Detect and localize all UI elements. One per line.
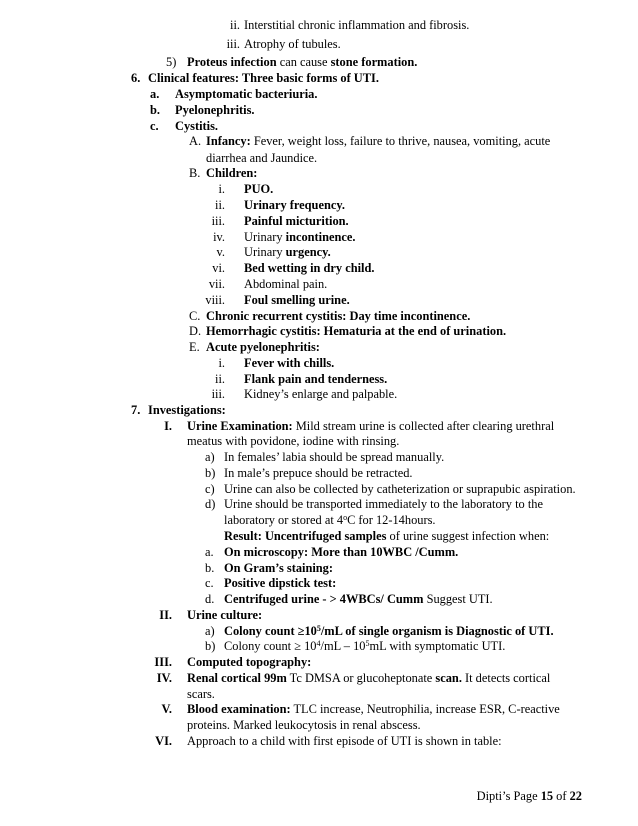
text-run: On microscopy: More than 10WBC /Cumm. (224, 545, 459, 559)
text-line (224, 576, 336, 592)
text-run: In females’ labia should be spread manually. (224, 450, 445, 464)
text-line (224, 497, 543, 513)
text-run: urgency. (285, 245, 331, 259)
text-run: Atrophy of tubules. (244, 37, 341, 51)
list-marker: c) (205, 482, 215, 496)
list-marker: 5) (166, 55, 177, 69)
list-marker: ii. (230, 18, 240, 32)
text-line (187, 55, 417, 71)
text-run: o (343, 513, 348, 522)
text-run: 15 (540, 789, 554, 803)
list-marker: b. (150, 103, 160, 117)
list-marker: c. (150, 119, 159, 133)
text-run: can cause (276, 55, 331, 69)
text-run: scan. (435, 671, 462, 685)
text-run: Flank pain and tenderness. (244, 372, 388, 386)
text-run: Blood examination: (187, 702, 291, 716)
text-line (187, 419, 554, 435)
text-line (244, 372, 387, 388)
text-run: Urinary frequency. (244, 198, 345, 212)
text-run: Clinical features: Three basic forms of UTI. (148, 71, 379, 85)
text-run: Urine should be transported immediately to the laboratory to the (224, 497, 543, 511)
list-marker: V. (161, 702, 172, 716)
text-run: Chronic recurrent cystitis: Day time incontinence. (206, 309, 471, 323)
text-line (187, 702, 560, 718)
list-marker: IV. (156, 671, 172, 685)
list-marker: B. (189, 166, 201, 180)
list-marker: ii. (215, 372, 225, 386)
text-run: scars. (187, 687, 215, 701)
text-line (224, 545, 458, 561)
text-line (206, 309, 470, 325)
text-run: Tc DMSA or glucoheptonate (286, 671, 436, 685)
list-marker: v. (216, 245, 225, 259)
list-marker: I. (164, 419, 172, 433)
list-marker: E. (189, 340, 200, 354)
text-line (224, 450, 444, 466)
text-run: Infancy: (206, 134, 251, 148)
text-line (244, 356, 334, 372)
text-run: Painful micturition. (244, 214, 349, 228)
text-line (224, 466, 413, 482)
text-line (187, 671, 550, 687)
text-run: Colony count ≥10 (224, 624, 317, 638)
text-line (187, 608, 262, 624)
text-line (206, 324, 506, 340)
list-marker: iii. (226, 37, 240, 51)
text-run: Hemorrhagic cystitis: Hematuria at the end of urination. (206, 324, 507, 338)
text-run: laboratory or stored at 4 (224, 513, 344, 527)
list-marker: i. (218, 182, 225, 196)
text-run: 5 (316, 624, 321, 633)
text-run: meatus with povidone, iodine with rinsing. (187, 434, 400, 448)
text-run: Suggest UTI. (423, 592, 493, 606)
text-line (244, 214, 349, 230)
list-marker: a. (150, 87, 160, 101)
text-run: of (553, 789, 570, 803)
list-marker: iv. (213, 230, 225, 244)
text-line (187, 434, 399, 450)
text-run: Investigations: (148, 403, 226, 417)
list-marker: vii. (208, 277, 225, 291)
text-run: of urine suggest infection when: (386, 529, 550, 543)
text-run: Interstitial chronic inflammation and fibrosis. (244, 18, 470, 32)
text-run: Urine Examination: (187, 419, 293, 433)
list-marker: d. (205, 592, 215, 606)
text-run: Kidney’s enlarge and palpable. (244, 387, 398, 401)
text-line (244, 198, 345, 214)
text-line (206, 134, 550, 150)
text-line (224, 624, 554, 640)
list-marker: 7. (131, 403, 141, 417)
text-line (244, 182, 273, 198)
text-line (187, 687, 215, 703)
list-marker: iii. (211, 214, 225, 228)
text-line (148, 71, 379, 87)
list-marker: b) (205, 639, 216, 653)
list-marker: b) (205, 466, 216, 480)
text-line (175, 87, 317, 103)
list-marker: D. (189, 324, 202, 338)
text-line (244, 37, 341, 53)
text-run: Urine culture: (187, 608, 263, 622)
text-run: diarrhea and Jaundice. (206, 151, 318, 165)
text-run: Fever with chills. (244, 356, 335, 370)
text-line (244, 18, 469, 34)
text-line (206, 166, 257, 182)
text-run: Colony count ≥ 10 (224, 639, 317, 653)
text-line (244, 277, 327, 293)
text-line (224, 561, 333, 577)
text-run: Dipti’s Page (476, 789, 541, 803)
text-run: Bed wetting in dry child. (244, 261, 375, 275)
text-run: Renal cortical 99m (187, 671, 287, 685)
text-run: PUO. (244, 182, 274, 196)
text-run: Asymptomatic bacteriuria. (175, 87, 318, 101)
list-marker: 6. (131, 71, 141, 85)
text-line (244, 293, 350, 309)
text-run: 5 (365, 639, 370, 648)
list-marker: i. (218, 356, 225, 370)
list-marker: b. (205, 561, 215, 575)
text-line (224, 482, 576, 498)
text-run: In male’s prepuce should be retracted. (224, 466, 413, 480)
list-marker: iii. (211, 387, 225, 401)
text-line (187, 655, 311, 671)
text-run: Pyelonephritis. (175, 103, 255, 117)
text-line (244, 261, 374, 277)
list-marker: viii. (205, 293, 225, 307)
text-line (148, 403, 226, 419)
list-marker: vi. (212, 261, 225, 275)
text-line (244, 245, 331, 261)
text-run: Computed topography: (187, 655, 312, 669)
text-run: Urine can also be collected by catheterization or suprapubic aspiration. (224, 482, 576, 496)
text-line (206, 340, 320, 356)
list-marker: III. (154, 655, 172, 669)
text-line (175, 119, 218, 135)
text-run: Positive dipstick test: (224, 576, 337, 590)
text-line (187, 734, 502, 750)
text-line (224, 592, 493, 608)
text-run: C for 12-14hours. (347, 513, 436, 527)
text-run: TLC increase, Neutrophilia, increase ESR, C-reactive (290, 702, 560, 716)
text-run: /mL of single organism is Diagnostic of UTI. (320, 624, 554, 638)
list-marker: ii. (215, 198, 225, 212)
text-run: On Gram’s staining: (224, 561, 333, 575)
text-line (224, 513, 436, 529)
text-run: Mild stream urine is collected after clearing urethral (292, 419, 555, 433)
list-marker: a. (205, 545, 214, 559)
text-run: Proteus infection (187, 55, 277, 69)
text-run: 4 (316, 639, 321, 648)
text-run: Abdominal pain. (244, 277, 328, 291)
text-run: /mL – 10 (320, 639, 366, 653)
list-marker: II. (159, 608, 172, 622)
page-footer (477, 789, 582, 805)
list-marker: C. (189, 309, 201, 323)
text-run: Fever, weight loss, failure to thrive, nausea, vomiting, acute (250, 134, 551, 148)
text-run: Urinary (244, 245, 286, 259)
text-run: Cystitis. (175, 119, 219, 133)
text-line (187, 718, 421, 734)
list-marker: VI. (155, 734, 172, 748)
text-line (244, 230, 356, 246)
text-line (175, 103, 255, 119)
list-marker: A. (189, 134, 202, 148)
text-run: Foul smelling urine. (244, 293, 350, 307)
text-line (224, 529, 549, 545)
text-run: Approach to a child with first episode of UTI is shown in table: (187, 734, 502, 748)
text-run: stone formation. (330, 55, 418, 69)
text-run: Result: Uncentrifuged samples (224, 529, 387, 543)
text-run: Children: (206, 166, 258, 180)
list-marker: c. (205, 576, 214, 590)
text-line (244, 387, 397, 403)
list-marker: d) (205, 497, 216, 511)
text-run: 22 (569, 789, 582, 803)
text-line (224, 639, 505, 655)
text-run: Centrifuged urine - > 4WBCs/ Cumm (224, 592, 424, 606)
text-line (206, 151, 317, 167)
list-marker: a) (205, 450, 215, 464)
text-run: mL with symptomatic UTI. (369, 639, 506, 653)
text-run: Acute pyelonephritis: (206, 340, 320, 354)
text-run: proteins. Marked leukocytosis in renal abscess. (187, 718, 421, 732)
text-run: Urinary (244, 230, 286, 244)
text-run: It detects cortical (461, 671, 551, 685)
list-marker: a) (205, 624, 215, 638)
text-run: incontinence. (285, 230, 356, 244)
